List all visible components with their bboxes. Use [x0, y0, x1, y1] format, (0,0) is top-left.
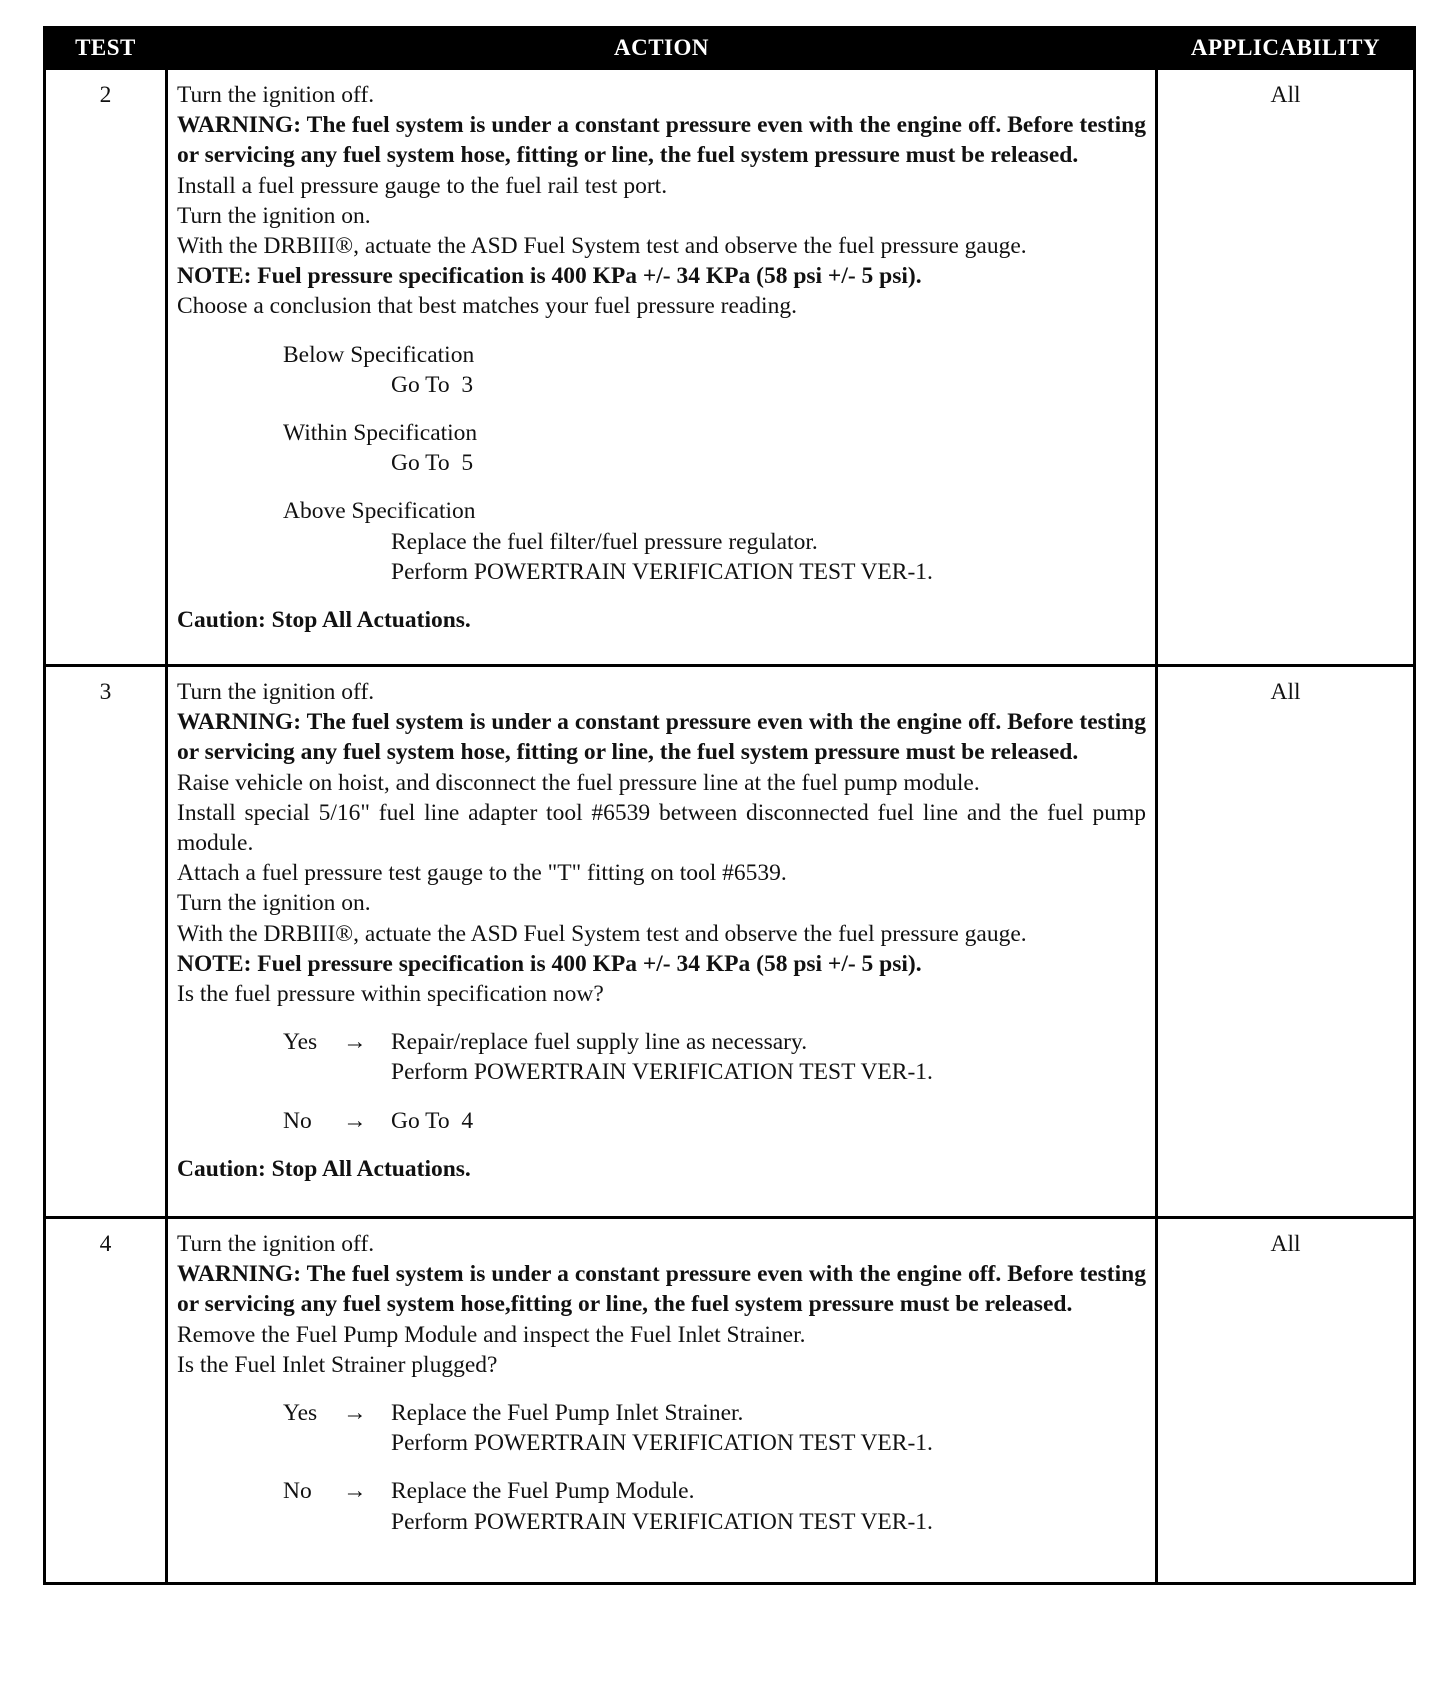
answer-no	[283, 1476, 1146, 1536]
option-label: Above Specification	[283, 498, 476, 525]
action-step: Turn the ignition off.	[177, 82, 375, 108]
option-result: Replace the fuel filter/fuel pressure regulator.	[391, 528, 818, 555]
note-text: NOTE: Fuel pressure specification is 400 KPa +/- 34 KPa (58 psi +/- 5 psi).	[177, 263, 922, 290]
warning-text: WARNING: The fuel system is under a constant pressure even with the engine off. Before testing or servicing any fuel system hose, fitting or line, the fuel system pressure must be released.	[177, 709, 1146, 766]
test-number: 3	[45, 666, 167, 1218]
action-cell	[167, 1218, 1157, 1584]
header-action: ACTION	[167, 28, 1157, 69]
action-step: Install a fuel pressure gauge to the fuel rail test port.	[177, 172, 668, 199]
answer-result: Repair/replace fuel supply line as necessary.	[391, 1029, 808, 1056]
table-header-row	[45, 28, 1415, 69]
applicability-value: All	[1157, 666, 1415, 1218]
option-result: Go To 5	[391, 450, 474, 477]
action-step: Turn the ignition on.	[177, 202, 371, 229]
arrow-right-icon: →	[343, 1029, 367, 1056]
test-number: 2	[45, 69, 167, 666]
answer-result: Perform POWERTRAIN VERIFICATION TEST VER-1.	[391, 1430, 933, 1457]
action-step: Turn the ignition on.	[177, 890, 371, 917]
action-step: Remove the Fuel Pump Module and inspect the Fuel Inlet Strainer.	[177, 1321, 806, 1348]
question-text: Choose a conclusion that best matches your fuel pressure reading.	[177, 293, 797, 320]
caution-text: Caution: Stop All Actuations.	[177, 607, 471, 634]
table-row	[45, 69, 1415, 666]
test-number: 4	[45, 1218, 167, 1584]
header-applicability: APPLICABILITY	[1157, 28, 1415, 69]
arrow-right-icon: →	[343, 1107, 367, 1134]
answer-yes	[283, 1027, 1146, 1087]
header-test: TEST	[45, 28, 167, 69]
answer-key: No	[283, 1107, 312, 1134]
diagnostic-test-table	[43, 26, 1416, 1585]
action-cell	[167, 69, 1157, 666]
answer-key: Yes	[283, 1029, 318, 1056]
table-row	[45, 666, 1415, 1218]
table-row	[45, 1218, 1415, 1584]
answer-result: Perform POWERTRAIN VERIFICATION TEST VER-1.	[391, 1059, 933, 1086]
warning-text: WARNING: The fuel system is under a constant pressure even with the engine off. Before testing or servicing any fuel system hose,fitting or line, the fuel system pressure must be released.	[177, 1261, 1146, 1318]
applicability-value: All	[1157, 1218, 1415, 1584]
action-step: With the DRBIII®, actuate the ASD Fuel System test and observe the fuel pressure gauge.	[177, 920, 1027, 947]
answer-result: Replace the Fuel Pump Module.	[391, 1478, 695, 1505]
note-text: NOTE: Fuel pressure specification is 400 KPa +/- 34 KPa (58 psi +/- 5 psi).	[177, 950, 922, 977]
answer-result: Replace the Fuel Pump Inlet Strainer.	[391, 1400, 744, 1427]
action-step: Install special 5/16" fuel line adapter tool #6539 between disconnected fuel line and the fuel pump module.	[177, 799, 1146, 857]
answer-key: Yes	[283, 1400, 318, 1427]
warning-text: WARNING: The fuel system is under a constant pressure even with the engine off. Before testing or servicing any fuel system hose, fitting or line, the fuel system pressure must be released.	[177, 112, 1146, 169]
action-step: Raise vehicle on hoist, and disconnect the fuel pressure line at the fuel pump module.	[177, 769, 980, 796]
option-result: Perform POWERTRAIN VERIFICATION TEST VER-1.	[391, 558, 933, 585]
option-label: Below Specification	[283, 341, 475, 368]
option-result: Go To 3	[391, 371, 474, 398]
action-cell	[167, 666, 1157, 1218]
question-text: Is the fuel pressure within specification now?	[177, 981, 604, 1008]
answer-yes	[283, 1398, 1146, 1458]
answer-result: Perform POWERTRAIN VERIFICATION TEST VER-1.	[391, 1508, 933, 1535]
answer-key: No	[283, 1478, 312, 1505]
arrow-right-icon: →	[343, 1478, 367, 1505]
action-step: Turn the ignition off.	[177, 1231, 375, 1257]
diagnostic-test-page	[43, 26, 1413, 1585]
option-label: Within Specification	[283, 420, 478, 447]
action-step: Turn the ignition off.	[177, 679, 375, 705]
answer-no	[283, 1106, 1146, 1136]
arrow-right-icon: →	[343, 1400, 367, 1427]
caution-text: Caution: Stop All Actuations.	[177, 1155, 471, 1182]
answer-result: Go To 4	[391, 1107, 474, 1134]
action-step: Attach a fuel pressure test gauge to the "T" fitting on tool #6539.	[177, 860, 787, 887]
applicability-value: All	[1157, 69, 1415, 666]
action-step: With the DRBIII®, actuate the ASD Fuel System test and observe the fuel pressure gauge.	[177, 233, 1027, 260]
question-text: Is the Fuel Inlet Strainer plugged?	[177, 1351, 498, 1378]
